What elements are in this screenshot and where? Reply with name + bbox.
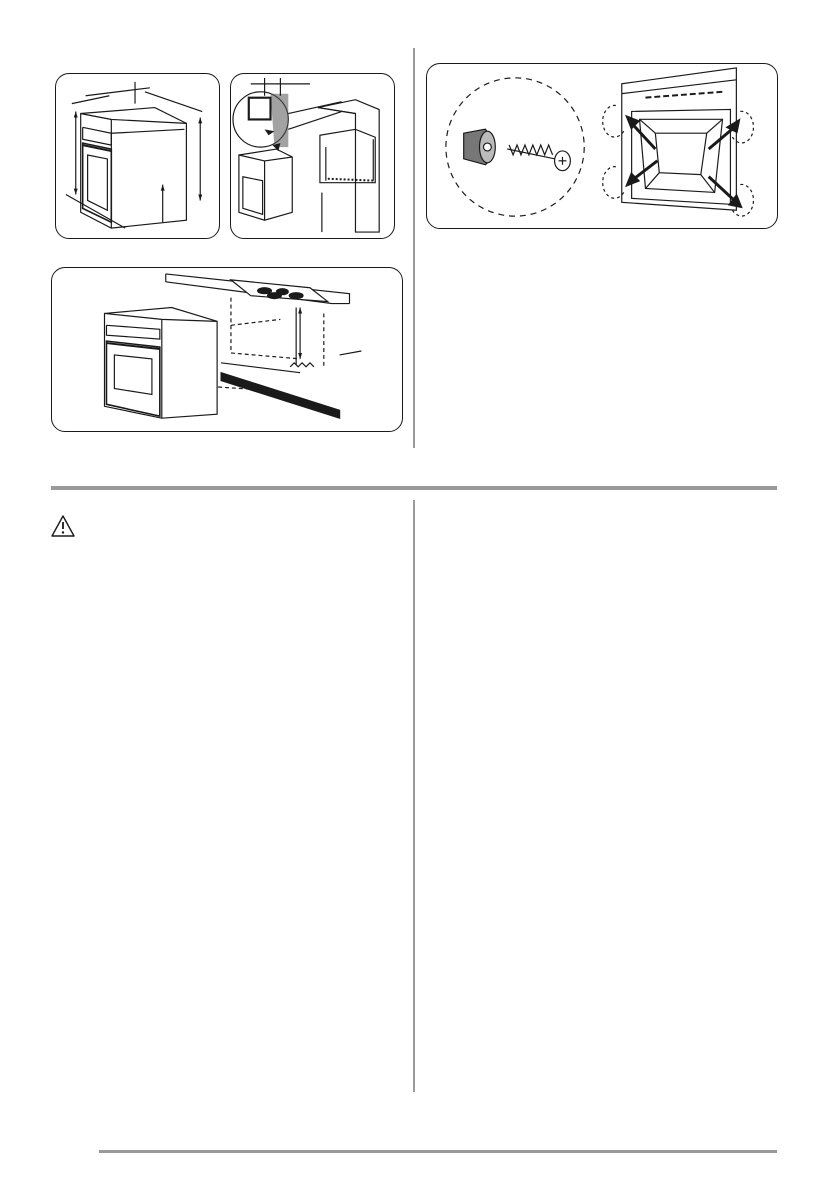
oven-dimensions-figure xyxy=(55,73,220,239)
column-divider-top xyxy=(413,48,415,448)
footer-rule xyxy=(99,1150,777,1153)
cabinet-ventilation-figure xyxy=(230,73,395,239)
section-divider-rule xyxy=(51,486,777,490)
under-hob-installation-figure xyxy=(51,267,403,432)
column-divider-bottom xyxy=(413,500,415,1092)
anchor-screw-figure xyxy=(426,63,778,229)
warning-triangle-icon xyxy=(50,514,76,538)
